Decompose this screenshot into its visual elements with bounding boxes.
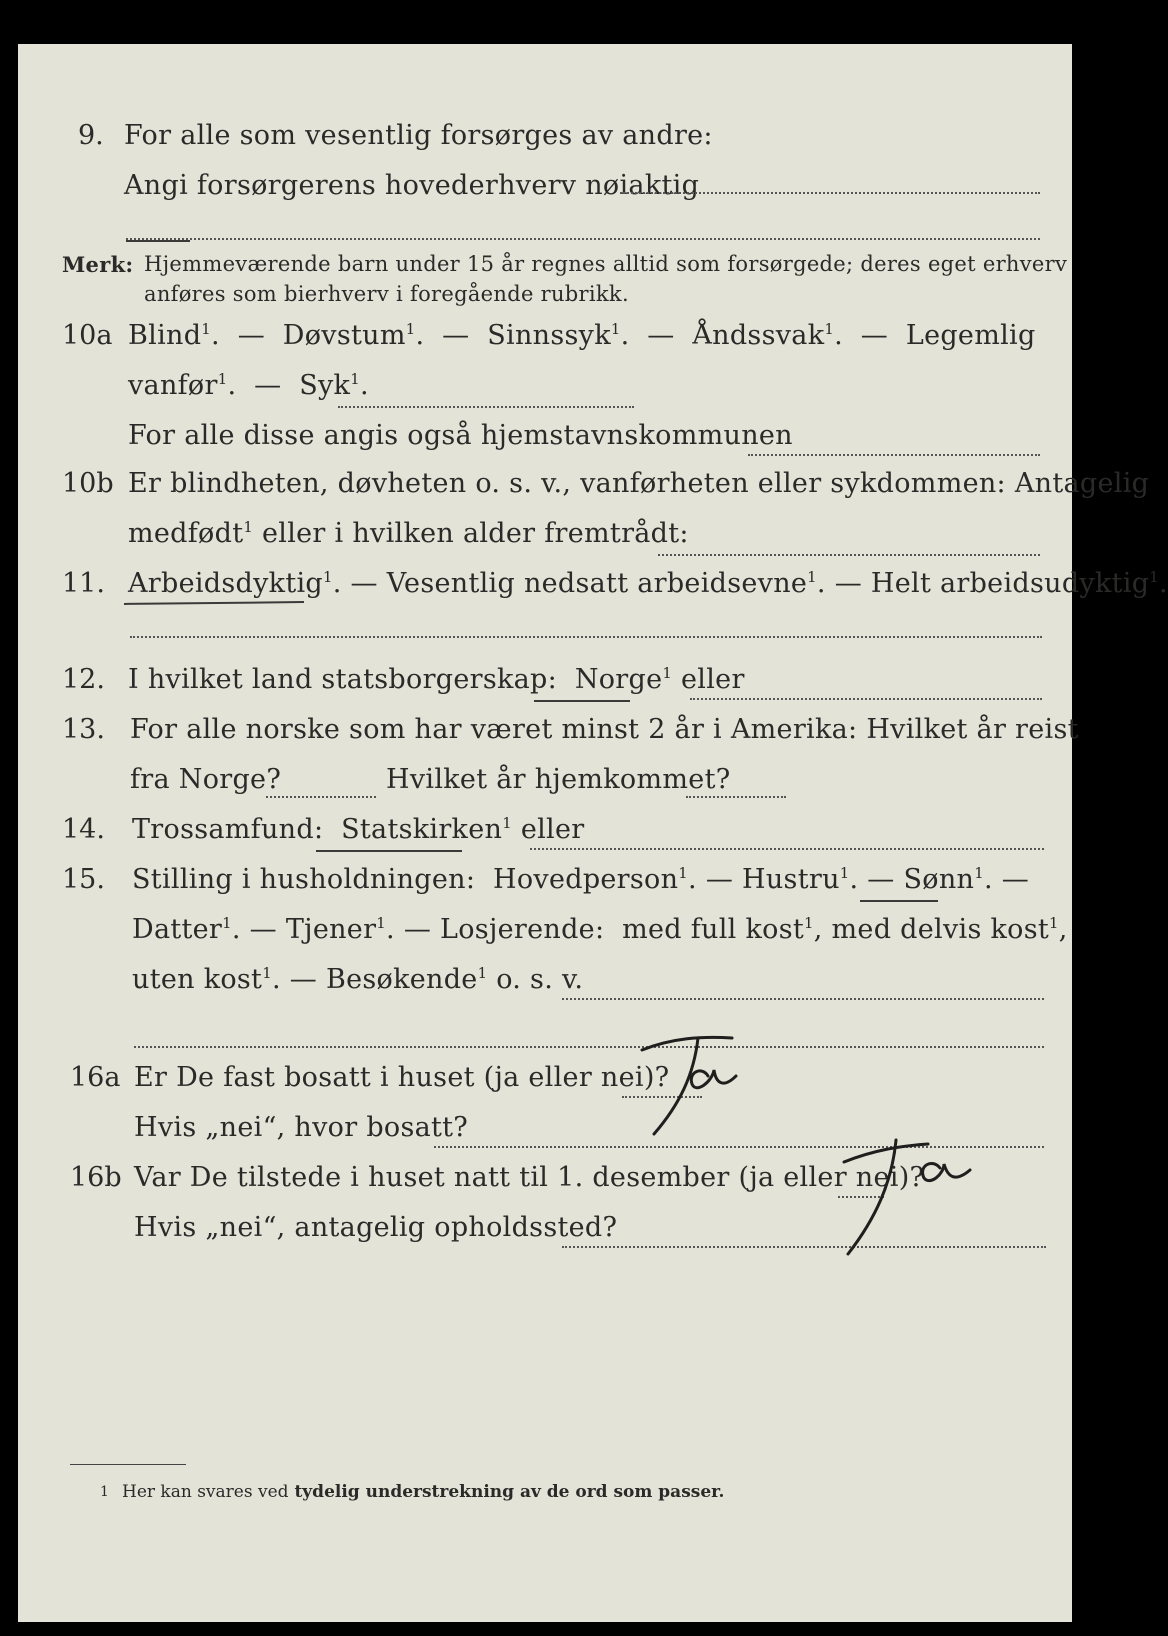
statskirken-underline [316, 850, 462, 852]
opt-hustru[interactable]: Hustru [742, 864, 840, 895]
q15-answer-line-2[interactable] [134, 1046, 1044, 1048]
q13-number: 13. [62, 714, 105, 745]
q15-losjerende: Losjerende: [440, 914, 605, 945]
q9-short-rule [126, 240, 190, 242]
dash: — [442, 320, 470, 351]
footnote-ref: 1 [477, 964, 488, 982]
opt-tjener[interactable]: Tjener [285, 914, 377, 945]
opt-blind[interactable]: Blind [128, 320, 202, 351]
footnote-text [122, 1482, 724, 1502]
q10a-syk-line[interactable] [338, 406, 634, 408]
q14-number: 14. [62, 814, 105, 845]
q10a-hjemstavn-line[interactable] [748, 454, 1040, 456]
merk-line2: anføres som bierhverv i foregående rubrikk. [144, 282, 629, 306]
q16b-number: 16b [70, 1162, 122, 1193]
footnote-mark: 1 [100, 1484, 109, 1500]
footnote-ref: 1 [1049, 914, 1059, 932]
q9-number: 9. [78, 120, 104, 151]
norge-underline [534, 700, 630, 702]
opt-legemlig[interactable]: Legemlig [905, 320, 1036, 351]
q13-line2b: Hvilket år hjemkommet? [386, 764, 731, 795]
dash: — [1001, 864, 1030, 895]
q11-answer-line[interactable] [130, 636, 1042, 638]
q14-question: Trossamfund: [132, 814, 324, 845]
q14-answer-line[interactable] [530, 848, 1044, 850]
opt-hovedperson[interactable]: Hovedperson [493, 864, 679, 895]
opt-arbeidsdyktig[interactable]: Arbeidsdyktig [128, 568, 324, 599]
q12-question: I hvilket land statsborgerskap: [128, 664, 558, 695]
opt-fullkost[interactable]: med full kost [622, 914, 805, 945]
footnote-ref: 1 [839, 864, 850, 882]
q16a-number: 16a [70, 1062, 121, 1093]
q10a-number: 10a [62, 320, 113, 351]
q16a-handwritten-ja [632, 1024, 782, 1144]
opt-sonn[interactable]: Sønn [903, 864, 975, 895]
q9-answer-line[interactable] [620, 192, 1040, 194]
opt-statskirken[interactable]: Statskirken [341, 814, 503, 845]
dash: — [350, 568, 378, 599]
opt-antagelig[interactable]: Antagelig [1014, 468, 1150, 499]
footnote-ref: 1 [201, 320, 212, 338]
q9-line1: For alle som vesentlig forsørges av andre: [124, 120, 713, 151]
q16b-handwritten-ja [824, 1128, 994, 1258]
q16a-answer-text: Ja [632, 1024, 633, 1025]
q9-answer-line-2[interactable] [126, 238, 1040, 240]
opt-sinnssyk[interactable]: Sinnssyk [487, 320, 611, 351]
q16b-line1: Var De tilstede i huset natt til 1. desember (ja eller nei)? [134, 1162, 925, 1193]
footnote-lead: Her kan svares ved [122, 1482, 289, 1502]
dash: — [647, 320, 675, 351]
footnote-ref: 1 [217, 370, 228, 388]
footnote-ref: 1 [262, 964, 272, 982]
footnote-ref: 1 [804, 914, 814, 932]
footnote-ref: 1 [243, 518, 254, 536]
dash: — [403, 914, 432, 945]
q12-line [128, 664, 745, 695]
q14-line [132, 814, 584, 845]
footnote-ref: 1 [222, 914, 232, 932]
dash: — [249, 914, 277, 945]
q10b-answer-line[interactable] [658, 554, 1040, 556]
q10a-line2: vanfør$^1$. — Syk$^1$. [128, 370, 369, 401]
footnote-ref: 1 [824, 320, 835, 338]
q10b-alder: eller i hvilken alder fremtrådt: [262, 518, 689, 549]
opt-besokende[interactable]: Besøkende [325, 964, 478, 995]
q15-line2: Datter$^1$. — Tjener$^1$. — Losjerende: med full kost$^1$, med delvis kost$^1$, [132, 914, 1068, 945]
q12-number: 12. [62, 664, 105, 695]
opt-syk[interactable]: Syk [299, 370, 351, 401]
merk-line1: Hjemmeværende barn under 15 år regnes alltid som forsørgede; deres eget erhverv [144, 252, 1068, 276]
q10a-line1: Blind$^1$. — Døvstum$^1$. — Sinnssyk$^1$. — Åndssvak$^1$. — Legemlig [128, 320, 1036, 351]
dash: — [705, 864, 734, 895]
footnote-ref: 1 [350, 370, 360, 388]
dash: — [237, 320, 266, 351]
footnote-ref: 1 [610, 320, 621, 338]
footnote-ref: 1 [807, 568, 817, 586]
q15-osv: o. s. v. [496, 964, 584, 995]
q15-line3: uten kost$^1$. — Besøkende$^1$ o. s. v. [132, 964, 584, 995]
q13-reist-line[interactable] [266, 796, 376, 798]
q15-question: Stilling i husholdningen: [132, 864, 476, 895]
opt-dovstum[interactable]: Døvstum [282, 320, 406, 351]
q9-line2: Angi forsørgerens hovederhverv nøiaktig [124, 170, 700, 201]
q15-line1: Stilling i husholdningen: Hovedperson$^1$. — Hustru$^1$. — Sønn$^1$. — [132, 864, 1030, 895]
q15-number: 15. [62, 864, 105, 895]
opt-vanfor[interactable]: vanfør [128, 370, 218, 401]
arbeidsdyktig-underline [124, 601, 304, 605]
footnote-bold: tydelig understrekning av de ord som passer. [294, 1482, 725, 1502]
q16a-line1: Er De fast bosatt i huset (ja eller nei)? [134, 1062, 670, 1093]
q11-line: Arbeidsdyktig$^1$. — Vesentlig nedsatt arbeidsevne$^1$. — Helt arbeidsudyktig$^1$. [128, 568, 1168, 599]
dash: — [254, 370, 282, 401]
merk-label: Merk: [62, 252, 134, 277]
dash: — [289, 964, 318, 995]
q15-answer-line[interactable] [562, 998, 1044, 1000]
opt-delviskost[interactable]: med delvis kost [831, 914, 1050, 945]
footnote-ref: 1 [1149, 568, 1160, 586]
footnote-ref: 1 [323, 568, 333, 586]
census-form-page [18, 44, 1168, 1622]
footnote-ref: 1 [974, 864, 984, 882]
footnote-rule [70, 1464, 186, 1465]
footnote-ref: 1 [662, 664, 673, 682]
sonn-underline [860, 900, 938, 902]
footnote-ref: 1 [678, 864, 689, 882]
opt-norge[interactable]: Norge [574, 664, 663, 695]
footnote-ref: 1 [502, 814, 512, 832]
footnote-ref: 1 [405, 320, 416, 338]
q12-eller: eller [681, 664, 745, 695]
opt-andssvak[interactable]: Åndssvak [692, 320, 825, 351]
q16b-answer-text: Ja [824, 1128, 825, 1129]
q13-line1: For alle norske som har været minst 2 år i Amerika: Hvilket år reist [130, 714, 1079, 745]
q10a-line3: For alle disse angis også hjemstavnskommunen [128, 420, 793, 451]
q13-hjem-line[interactable] [686, 796, 786, 798]
opt-utenkost[interactable]: uten kost [132, 964, 263, 995]
dash: — [867, 864, 895, 895]
q10b-line2 [128, 518, 689, 549]
opt-nedsatt[interactable]: Vesentlig nedsatt arbeidsevne [386, 568, 808, 599]
q13-line2a: fra Norge? [130, 764, 282, 795]
q11-number: 11. [62, 568, 105, 599]
opt-datter[interactable]: Datter [132, 914, 223, 945]
q16b-line2: Hvis „nei“, antagelig opholdssted? [134, 1212, 618, 1243]
q10b-question: Er blindheten, døvheten o. s. v., vanførheten eller sykdommen: [128, 468, 1006, 499]
q14-eller: eller [520, 814, 585, 845]
dash: — [860, 320, 889, 351]
opt-udyktig[interactable]: Helt arbeidsudyktig [870, 568, 1150, 599]
q16a-line2: Hvis „nei“, hvor bosatt? [134, 1112, 469, 1143]
q12-answer-line[interactable] [690, 698, 1042, 700]
dash: — [834, 568, 862, 599]
q10b-line1 [128, 468, 1149, 499]
footnote-ref: 1 [376, 914, 387, 932]
opt-medfodt[interactable]: medfødt [128, 518, 244, 549]
q10b-number: 10b [62, 468, 114, 499]
